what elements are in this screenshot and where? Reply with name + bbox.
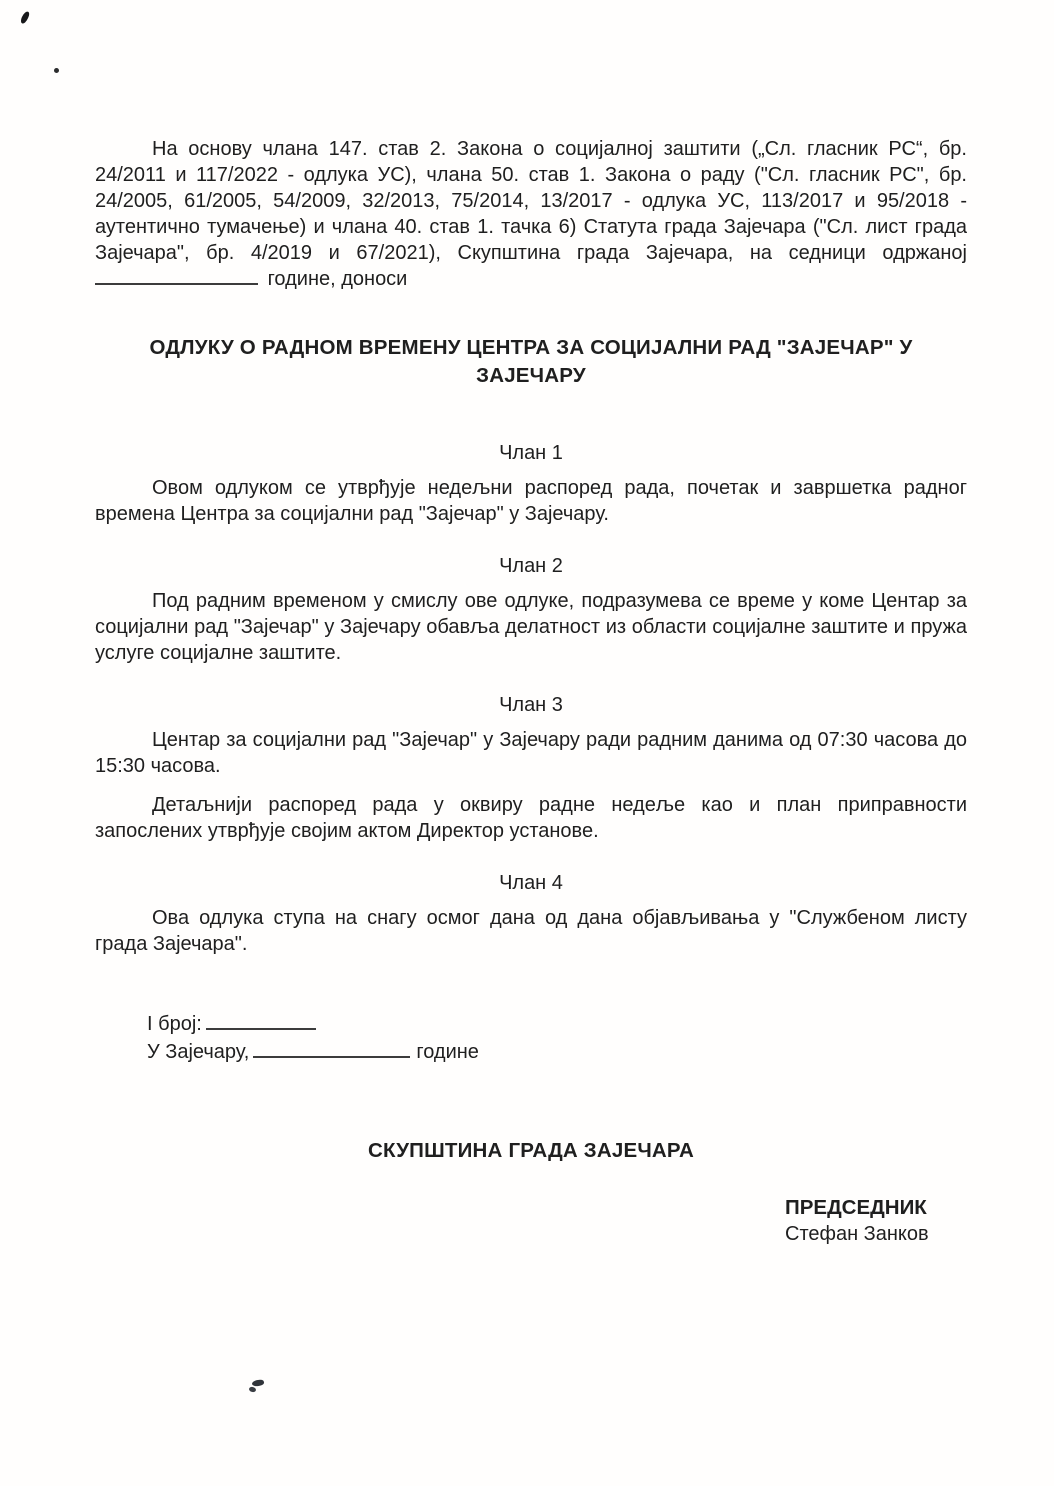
number-label: I број:: [147, 1013, 202, 1035]
article-1-paragraph: Овом одлуком се утврђује недељни распоред рада, почетак и завршетка радног времена Центра за социјални рад "Зајечар" у Зајечару.: [95, 477, 967, 525]
scan-smudge-icon: [252, 1379, 265, 1387]
date-blank-line: [253, 1040, 410, 1058]
document-title: ОДЛУКУ О РАДНОМ ВРЕМЕНУ ЦЕНТРА ЗА СОЦИЈАЛНИ РАД "ЗАЈЕЧАР" У ЗАЈЕЧАРУ: [149, 336, 913, 387]
signatory-name: Стефан Занков: [785, 1223, 929, 1245]
article-2-paragraph: Под радним временом у смислу ове одлуке, подразумева се време у коме Центар за социјални рад "Зајечар" у Зајечару обавља делатност из области социјалне заштите и пружа услуге социјалне заштите.: [95, 590, 967, 664]
article-2-heading: Члан 2: [499, 555, 563, 577]
article-4: [95, 870, 967, 957]
article-3-heading: Члан 3: [499, 694, 563, 716]
article-3-paragraph-1: Центар за социјални рад "Зајечар" у Зајечару ради радним данима од 07:30 часова до 15:30 часова.: [95, 729, 967, 777]
document-content: [95, 136, 967, 1248]
article-3: [95, 692, 967, 844]
article-3-paragraph-2: Детаљнији распоред рада у оквиру радне недеље као и план приправности запослених утврђује својим актом Директор установе.: [95, 794, 967, 842]
signature-block: [785, 1194, 967, 1248]
scan-speck-icon: [54, 68, 59, 73]
article-4-paragraph: Ова одлука ступа на снагу осмог дана од дана објављивања у "Службеном листу града Зајечара".: [95, 907, 967, 955]
article-1-heading: Члан 1: [499, 442, 563, 464]
intro-text: На основу члана 147. став 2. Закона о социјалној заштити („Сл. гласник РС“, бр. 24/2011 и 117/2022 - одлука УС), члана 50. став 1. Закона о раду ("Сл. гласник РС", бр. 24/2005, 61/2005, 54/2009, 32/2013, 75/2014, 13/2017 - одлука УС, 113/2017 и 95/2018 - аутентично тумачење) и члана 40. став 1. тачка 6) Статута града Зајечара ("Сл. лист града Зајечара", бр. 4/2019 и 67/2021), Скупштина града Зајечара, на седници одржаној: [95, 138, 967, 264]
reference-block: [147, 1010, 967, 1066]
number-blank-line: [206, 1012, 316, 1030]
intro-paragraph: [95, 136, 967, 292]
article-4-heading: Члан 4: [499, 872, 563, 894]
place-suffix: године: [416, 1041, 479, 1063]
number-line: [147, 1010, 967, 1038]
assembly-heading: СКУПШТИНА ГРАДА ЗАЈЕЧАРА: [367, 1139, 695, 1162]
article-2: [95, 553, 967, 666]
intro-text-after-blank: године, доноси: [267, 268, 408, 290]
scan-speck-icon: [20, 10, 31, 24]
article-1: [95, 440, 967, 527]
place-label: У Зајечару,: [147, 1041, 250, 1063]
place-date-line: [147, 1038, 967, 1066]
session-date-blank-line: [95, 267, 258, 285]
signatory-role: ПРЕДСЕДНИК: [785, 1196, 927, 1219]
scan-smudge-icon: [248, 1386, 256, 1393]
